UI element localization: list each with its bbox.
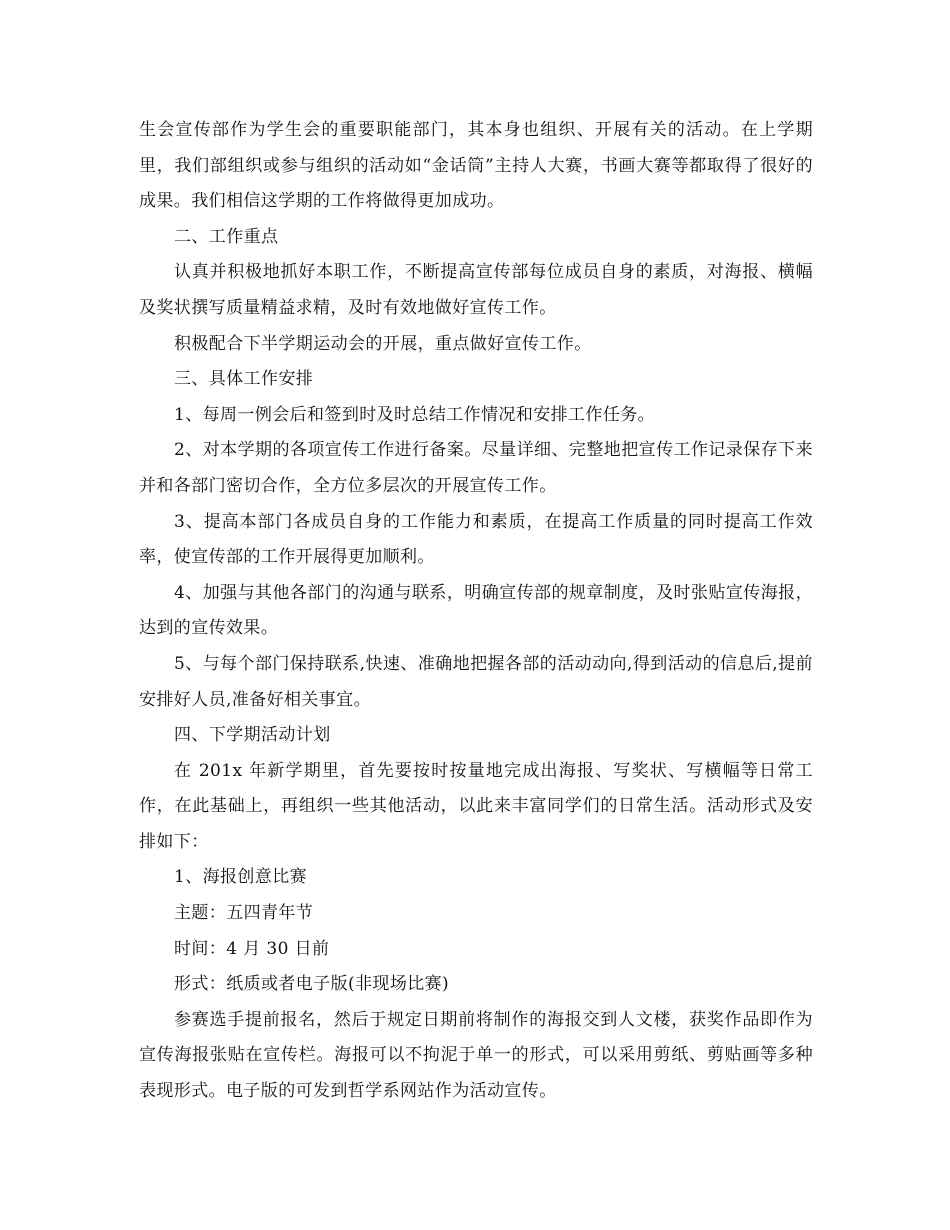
paragraph-contest-details: 参赛选手提前报名，然后于规定日期前将制作的海报交到人文楼，获奖作品即作为宣传海报张贴在宣传栏。海报可以不拘泥于单一的形式，可以采用剪纸、剪贴画等多种表现形式。电子版的可发到哲学系网站作为活动宣传。: [139, 1009, 813, 1102]
section-heading-activity-plan: 四、下学期活动计划: [174, 725, 331, 746]
paragraph-focus-1: 认真并积极地抓好本职工作，不断提高宣传部每位成员自身的素质，对海报、横幅及奖状撰写质量精益求精，及时有效地做好宣传工作。: [139, 262, 813, 318]
list-item-arrangement-5: 5、与每个部门保持联系,快速、准确地把握各部的活动动向,得到活动的信息后,提前安排好人员,准备好相关事宜。: [139, 653, 813, 710]
paragraph-activity-intro: 在 201x 年新学期里，首先要按时按量地完成出海报、写奖状、写横幅等日常工作，在此基础上，再组织一些其他活动，以此来丰富同学们的日常生活。活动形式及安排如下：: [139, 760, 813, 852]
list-item-poster-contest: 1、海报创意比赛: [174, 867, 308, 888]
section-heading-arrangement: 三、具体工作安排: [174, 369, 314, 390]
field-format: 形式：纸质或者电子版(非现场比赛): [174, 974, 450, 995]
list-item-arrangement-4: 4、加强与其他各部门的沟通与联系，明确宣传部的规章制度，及时张贴宣传海报，达到的宣传效果。: [139, 582, 813, 639]
list-item-arrangement-1: 1、每周一例会后和签到时及时总结工作情况和安排工作任务。: [174, 404, 656, 425]
section-heading-work-focus: 二、工作重点: [174, 226, 279, 247]
paragraph-focus-2: 积极配合下半学期运动会的开展，重点做好宣传工作。: [174, 333, 592, 354]
paragraph-intro-continued: 生会宣传部作为学生会的重要职能部门，其本身也组织、开展有关的活动。在上学期里，我们部组织或参与组织的活动如“金话筒”主持人大赛，书画大赛等都取得了很好的成果。我们相信这学期的工作将做得更加成功。: [139, 120, 813, 212]
field-theme: 主题：五四青年节: [174, 903, 314, 924]
field-time: 时间：4 月 30 日前: [174, 938, 330, 959]
list-item-arrangement-2: 2、对本学期的各项宣传工作进行备案。尽量详细、完整地把宣传工作记录保存下来并和各部门密切合作，全方位多层次的开展宣传工作。: [139, 440, 813, 496]
list-item-arrangement-3: 3、提高本部门各成员自身的工作能力和素质，在提高工作质量的同时提高工作效率，使宣传部的工作开展得更加顺利。: [139, 511, 813, 568]
document-page: [139, 113, 813, 1110]
